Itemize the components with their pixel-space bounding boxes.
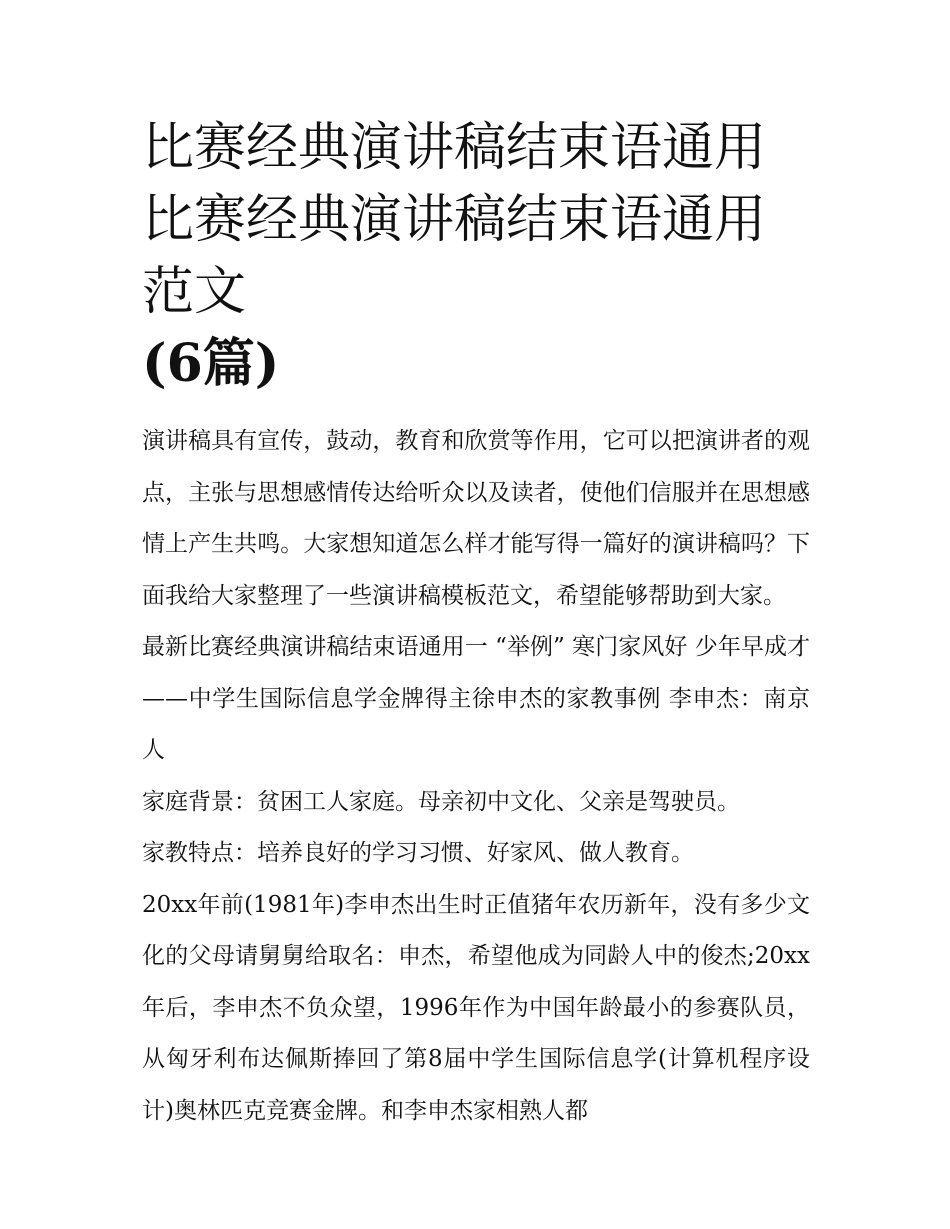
document-title-tail: (6篇) <box>142 333 280 394</box>
document-title <box>142 112 810 400</box>
paragraph-example-heading: 最新比赛经典演讲稿结束语通用一 “举例” 寒门家风好 少年早成才 ——中学生国际信息学金牌得主徐申杰的家教事例 李申杰：南京人 <box>142 634 810 763</box>
paragraph-story: 20xx年前(1981年)李申杰出生时正值猪年农历新年，没有多少文化的父母请舅舅给取名：申杰，希望他成为同龄人中的俊杰;20xx年后，李申杰不负众望，1996年作为中国年龄最小的参赛队员，从匈牙利布达佩斯捧回了第8届中学生国际信息学(计算机程序设计)奥林匹克竞赛金牌。和李申杰家相熟人都 <box>142 891 810 1124</box>
document-page <box>142 112 810 1137</box>
document-body <box>142 416 810 1137</box>
paragraph-education-features: 家教特点：培养良好的学习习惯、好家风、做人教育。 <box>142 840 694 866</box>
paragraph-intro: 演讲稿具有宣传，鼓动，教育和欣赏等作用，它可以把演讲者的观点，主张与思想感情传达给听众以及读者，使他们信服并在思想感情上产生共鸣。大家想知道怎么样才能写得一篇好的演讲稿吗？下面我给大家整理了一些演讲稿模板范文，希望能够帮助到大家。 <box>142 428 810 609</box>
paragraph-family-background: 家庭背景：贫困工人家庭。母亲初中文化、父亲是驾驶员。 <box>142 788 740 815</box>
document-title-main: 比赛经典演讲稿结束语通用 比赛经典演讲稿结束语通用范文 <box>142 118 767 322</box>
